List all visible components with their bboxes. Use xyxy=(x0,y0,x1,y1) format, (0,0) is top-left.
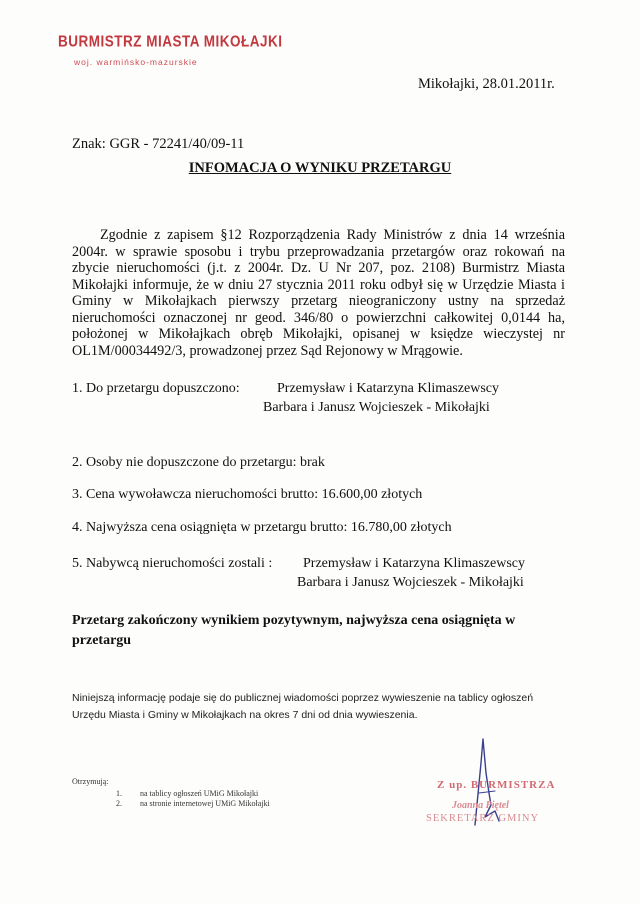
document-title xyxy=(0,159,640,177)
document-title-text: INFOMACJA O WYNIKU PRZETARGU xyxy=(188,160,452,176)
item-1-name-2: Barbara i Janusz Wojcieszek - Mikołajki xyxy=(263,400,490,415)
public-notice: Niniejszą informację podaje się do publicznej wiadomości poprzez wywieszenie na tablicy ogłoszeń Urzędu Miasta i Gminy w Mikołajkach na okres 7 dni od dnia wywieszenia. xyxy=(72,692,534,721)
recipient-1 xyxy=(116,789,258,798)
recipients-label: Otrzymują: xyxy=(72,777,109,786)
recipient-2-number: 2. xyxy=(116,799,122,808)
item-1-name-1: Przemysław i Katarzyna Klimaszewscy xyxy=(277,381,499,396)
item-5-label: 5. Nabywcą nieruchomości zostali : xyxy=(72,556,273,571)
intro-text: Zgodnie z zapisem §12 Rozporządzenia Rady Ministrów z dnia 14 września 2004r. w sprawie sposobu i trybu przeprowadzania przetargów oraz rokowań na zbycie nieruchomości (j.t. z 2004r. Dz. U Nr 207, poz. 2108) Burmistrz Miasta Mikołajki informuje, że w dniu 27 stycznia 2011 roku odbył się w Urzędzie Miasta i Gminy w Mikołajkach pierwszy przetarg nieograniczony ustny na sprzedaż nieruchomości oznaczonej nr geod. 346/80 o powierzchni całkowitej 0,0144 ha, położonej w Mikołajkach obręb Mikołajki, opisanej w księdze wieczystej nr OL1M/00034492/3, prowadzonej przez Sąd Rejonowy w Mrągowie. xyxy=(72,227,565,359)
item-5-name-2: Barbara i Janusz Wojcieszek - Mikołajki xyxy=(297,575,524,590)
item-5-name-1: Przemysław i Katarzyna Klimaszewscy xyxy=(303,556,525,571)
result-summary: Przetarg zakończony wynikiem pozytywnym, najwyższa cena osiągnięta w przetargu xyxy=(72,613,516,648)
office-stamp-title: BURMISTRZ MIASTA MIKOŁAJKI xyxy=(58,32,283,51)
office-stamp-subtitle: woj. warmińsko-mazurskie xyxy=(74,57,198,67)
authorization-stamp-line-2: SEKRETARZ GMINY xyxy=(426,813,540,824)
signatory-name: Joanna Piętel xyxy=(452,800,509,811)
recipient-1-number: 1. xyxy=(116,789,122,798)
recipient-1-text: na tablicy ogłoszeń UMiG Mikołajki xyxy=(140,789,259,798)
item-3: 3. Cena wywoławcza nieruchomości brutto: 16.600,00 złotych xyxy=(72,487,423,502)
item-2: 2. Osoby nie dopuszczone do przetargu: brak xyxy=(72,455,325,470)
authorization-stamp-line-1: Z up. BURMISTRZA xyxy=(437,779,556,791)
recipient-2-text: na stronie internetowej UMiG Mikołajki xyxy=(140,799,270,808)
intro-paragraph xyxy=(72,227,565,359)
date-line: Mikołajki, 28.01.2011r. xyxy=(418,76,555,92)
item-4: 4. Najwyższa cena osiągnięta w przetargu brutto: 16.780,00 złotych xyxy=(72,520,452,535)
recipient-2 xyxy=(116,799,270,808)
reference-number: Znak: GGR - 72241/40/09-11 xyxy=(72,136,245,152)
item-1-label: 1. Do przetargu dopuszczono: xyxy=(72,381,240,396)
